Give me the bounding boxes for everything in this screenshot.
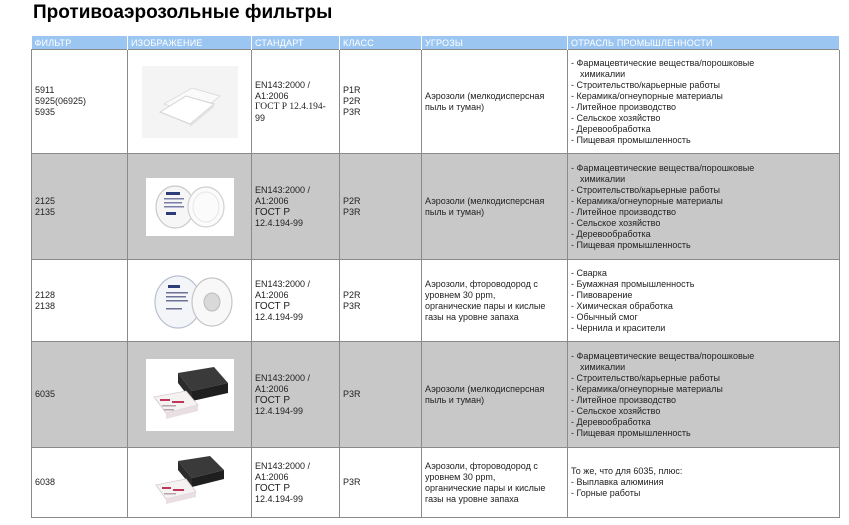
industry-item: - Литейное производство — [571, 101, 677, 112]
threats-cell — [422, 260, 568, 342]
filter-code: 6038 — [35, 477, 56, 487]
standard-cell — [252, 154, 340, 260]
standard-text: 12.4.194-99 — [255, 493, 304, 504]
industry-item: - Химическая обработка — [571, 300, 673, 311]
threat-text: газы на уровне запаха — [425, 311, 519, 322]
table-row — [32, 260, 840, 342]
standard-text: A1:2006 — [255, 195, 289, 206]
industry-cell — [568, 50, 840, 154]
class-code: P1R — [343, 85, 361, 95]
standard-text: A1:2006 — [255, 90, 289, 101]
header-filter: ФИЛЬТР — [32, 36, 128, 50]
industry-item: - Литейное производство — [571, 206, 677, 217]
standard-cell — [252, 50, 340, 154]
filter-code: 2135 — [35, 206, 56, 217]
industry-item: - Сварка — [571, 267, 607, 278]
standard-text: ГОСТ Р — [255, 394, 291, 406]
filters-table — [31, 36, 840, 518]
threat-text: уровнем 30 ppm, — [425, 289, 496, 300]
industry-item: - Фармацевтические вещества/порошковые — [571, 57, 755, 68]
threat-text: газы на уровне запаха — [425, 493, 519, 504]
industry-cell — [568, 448, 840, 518]
standard-text: ГОСТ Р 12.4.194- — [255, 101, 326, 112]
standard-cell — [252, 448, 340, 518]
table-row — [32, 50, 840, 154]
industry-item: - Строительство/карьерные работы — [571, 184, 720, 195]
class-code: P3R — [343, 107, 361, 117]
image-cell — [128, 342, 252, 448]
industry-item: - Керамика/огнеупорные материалы — [571, 195, 723, 206]
standard-text: A1:2006 — [255, 471, 289, 482]
threat-text: пыль и туман) — [425, 101, 485, 112]
industry-list — [571, 163, 836, 251]
standard-text: ГОСТ Р — [255, 482, 291, 494]
industry-item: - Фармацевтические вещества/порошковые — [571, 350, 755, 361]
filter-code: 6035 — [35, 389, 56, 399]
threat-text: Аэрозоли (мелкодисперсная — [425, 90, 545, 101]
standard-text: A1:2006 — [255, 289, 289, 300]
class-code: P2R — [343, 96, 361, 106]
industry-item: - Выплавка алюминия — [571, 477, 664, 487]
filter-cell — [32, 448, 128, 518]
industry-item: - Чернила и красители — [571, 322, 666, 333]
class-cell — [340, 260, 422, 342]
class-cell — [340, 448, 422, 518]
threat-text: органические пары и кислые — [425, 300, 546, 311]
industry-item: - Бумажная промышленность — [571, 278, 695, 289]
white-filter-pads-image — [142, 66, 238, 138]
standard-text: ГОСТ Р — [255, 300, 291, 312]
industry-item: - Пищевая промышленность — [571, 427, 691, 438]
industry-item: химикалии — [580, 173, 626, 184]
class-code: P3R — [343, 206, 361, 217]
threat-text: Аэрозоли, фтороводород с — [425, 460, 538, 471]
filter-code: 5911 — [35, 85, 55, 95]
class-code: P3R — [343, 300, 361, 311]
industry-item: - Строительство/карьерные работы — [571, 79, 720, 90]
industry-item: - Деревообработка — [571, 416, 651, 427]
image-cell — [128, 154, 252, 260]
class-code: P3R — [343, 477, 361, 487]
industry-cell — [568, 154, 840, 260]
header-threats: УГРОЗЫ — [422, 36, 568, 50]
standard-text: EN143:2000 / — [255, 278, 311, 289]
black-cartridge-filter-image — [146, 359, 234, 431]
table-row — [32, 448, 840, 518]
standard-text: 12.4.194-99 — [255, 405, 304, 416]
class-cell — [340, 154, 422, 260]
class-cell — [340, 50, 422, 154]
header-image: ИЗОБРАЖЕНИЕ — [128, 36, 252, 50]
class-code: P2R — [343, 289, 361, 300]
industry-cell — [568, 342, 840, 448]
image-cell — [128, 50, 252, 154]
industry-item: - Фармацевтические вещества/порошковые — [571, 162, 755, 173]
filter-code: 5925(06925) — [35, 96, 87, 106]
industry-item: - Литейное производство — [571, 394, 677, 405]
industry-list — [571, 351, 836, 439]
industry-item: химикалии — [580, 361, 626, 372]
filter-cell — [32, 154, 128, 260]
header-standard: СТАНДАРТ — [252, 36, 340, 50]
industry-item: - Керамика/огнеупорные материалы — [571, 90, 723, 101]
industry-item: - Строительство/карьерные работы — [571, 372, 720, 383]
table-row — [32, 154, 840, 260]
standard-text: EN143:2000 / — [255, 79, 311, 90]
round-filter-discs-carbon-image — [142, 266, 238, 336]
standard-text: 99 — [255, 112, 266, 123]
industry-item: химикалии — [580, 68, 626, 79]
threat-text: органические пары и кислые — [425, 482, 546, 493]
industry-item: - Пивоварение — [571, 289, 633, 300]
image-cell — [128, 448, 252, 518]
standard-text: 12.4.194-99 — [255, 311, 304, 322]
filter-code: 2138 — [35, 300, 56, 311]
industry-item: - Деревообработка — [571, 123, 651, 134]
industry-item: - Горные работы — [571, 488, 641, 498]
filter-cell — [32, 50, 128, 154]
industry-item: - Керамика/огнеупорные материалы — [571, 383, 723, 394]
industry-item: - Пищевая промышленность — [571, 239, 691, 250]
industry-item: - Деревообработка — [571, 228, 651, 239]
standard-cell — [252, 342, 340, 448]
header-class: КЛАСС — [340, 36, 422, 50]
industry-item: - Сельское хозяйство — [571, 112, 661, 123]
filter-code: 2125 — [35, 195, 56, 206]
table-row — [32, 342, 840, 448]
threats-cell — [422, 342, 568, 448]
round-filter-discs-image — [146, 178, 234, 236]
threat-text: Аэрозоли (мелкодисперсная — [425, 383, 545, 394]
standard-text: EN143:2000 / — [255, 372, 311, 383]
industry-list — [571, 477, 836, 499]
industry-item: - Сельское хозяйство — [571, 405, 661, 416]
class-code: P2R — [343, 195, 361, 206]
industry-item: - Обычный смог — [571, 311, 638, 322]
threat-text: Аэрозоли, фтороводород с — [425, 278, 538, 289]
standard-text: EN143:2000 / — [255, 460, 311, 471]
threats-cell — [422, 50, 568, 154]
industry-cell — [568, 260, 840, 342]
threat-text: пыль и туман) — [425, 394, 485, 405]
page-title: Противоаэрозольные фильтры — [33, 2, 333, 23]
class-cell — [340, 342, 422, 448]
standard-text: A1:2006 — [255, 383, 289, 394]
threat-text: пыль и туман) — [425, 206, 485, 217]
standard-text: EN143:2000 / — [255, 184, 311, 195]
filter-cell — [32, 260, 128, 342]
standard-cell — [252, 260, 340, 342]
filter-code: 2128 — [35, 289, 56, 300]
industry-list — [571, 58, 836, 146]
industry-item: - Пищевая промышленность — [571, 134, 691, 145]
threats-cell — [422, 448, 568, 518]
industry-list — [571, 268, 836, 334]
table-header-row — [32, 36, 840, 50]
threats-cell — [422, 154, 568, 260]
class-code: P3R — [343, 389, 361, 399]
filter-code: 5935 — [35, 107, 56, 117]
image-cell — [128, 260, 252, 342]
header-industry: ОТРАСЛЬ ПРОМЫШЛЕННОСТИ — [568, 36, 840, 50]
industry-intro: То же, что для 6035, плюс: — [571, 466, 683, 476]
threat-text: уровнем 30 ppm, — [425, 471, 496, 482]
filter-cell — [32, 342, 128, 448]
industry-item: - Сельское хозяйство — [571, 217, 661, 228]
black-cartridge-filter-image — [150, 451, 230, 515]
standard-text: ГОСТ Р — [255, 206, 291, 218]
standard-text: 12.4.194-99 — [255, 217, 304, 228]
threat-text: Аэрозоли (мелкодисперсная — [425, 195, 545, 206]
